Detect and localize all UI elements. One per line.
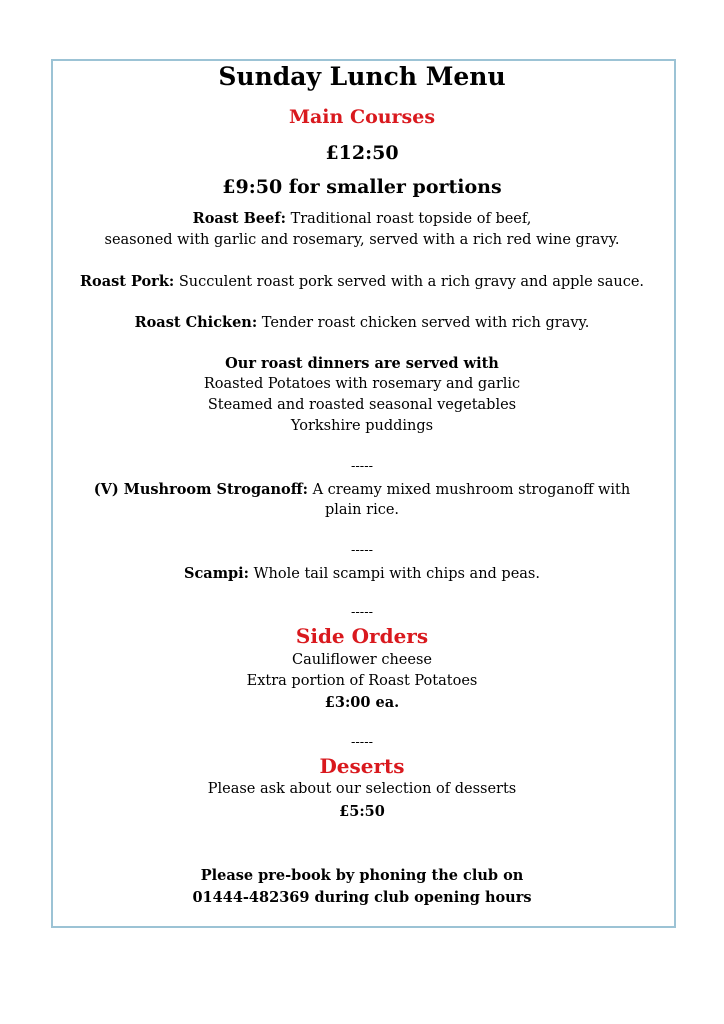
served-with-item: Yorkshire puddings [290, 418, 434, 434]
served-with-item: Steamed and roasted seasonal vegetables [207, 397, 517, 413]
main-courses-heading: Main Courses [288, 106, 436, 128]
served-with-item: Roasted Potatoes with rosemary and garlic [203, 376, 521, 392]
side-order-item: Extra portion of Roast Potatoes [246, 673, 478, 689]
separator: ----- [351, 735, 373, 750]
served-with-heading: Our roast dinners are served with [225, 355, 499, 372]
roast-beef-name: Roast Beef: [192, 210, 286, 227]
roast-chicken-item [0, 314, 724, 331]
side-orders-heading: Side Orders [295, 624, 429, 648]
roast-beef-desc: Traditional roast topside of beef, [285, 211, 532, 227]
stroganoff-item [0, 481, 724, 498]
roast-pork-desc: Succulent roast pork served with a rich gravy and apple sauce. [174, 274, 645, 290]
main-course-price: £12:50 [325, 142, 399, 164]
roast-beef-item [0, 210, 724, 227]
scampi-item [0, 565, 724, 582]
separator: ----- [351, 543, 373, 558]
deserts-desc: Please ask about our selection of desserts [207, 781, 517, 797]
booking-line-2: 01444-482369 during club opening hours [192, 889, 532, 906]
roast-pork-item [0, 273, 724, 290]
smaller-portion-price: £9:50 for smaller portions [222, 176, 502, 198]
scampi-desc: Whole tail scampi with chips and peas. [249, 566, 540, 582]
roast-chicken-name: Roast Chicken: [134, 314, 258, 331]
deserts-price: £5:50 [339, 803, 385, 820]
separator: ----- [351, 605, 373, 620]
roast-chicken-desc: Tender roast chicken served with rich gravy. [257, 315, 590, 331]
side-order-item: Cauliflower cheese [292, 652, 432, 668]
separator: ----- [351, 459, 373, 474]
stroganoff-desc-2: plain rice. [324, 502, 400, 518]
stroganoff-name: (V) Mushroom Stroganoff: [93, 481, 308, 498]
menu-title: Sunday Lunch Menu [218, 62, 506, 91]
scampi-name: Scampi: [184, 565, 250, 582]
stroganoff-desc: A creamy mixed mushroom stroganoff with [307, 482, 631, 498]
roast-beef-desc-2: seasoned with garlic and rosemary, served with a rich red wine gravy. [104, 232, 620, 248]
roast-pork-name: Roast Pork: [79, 273, 175, 290]
booking-line-1: Please pre-book by phoning the club on [200, 867, 524, 884]
side-orders-price: £3:00 ea. [324, 694, 400, 711]
deserts-heading: Deserts [319, 754, 405, 778]
